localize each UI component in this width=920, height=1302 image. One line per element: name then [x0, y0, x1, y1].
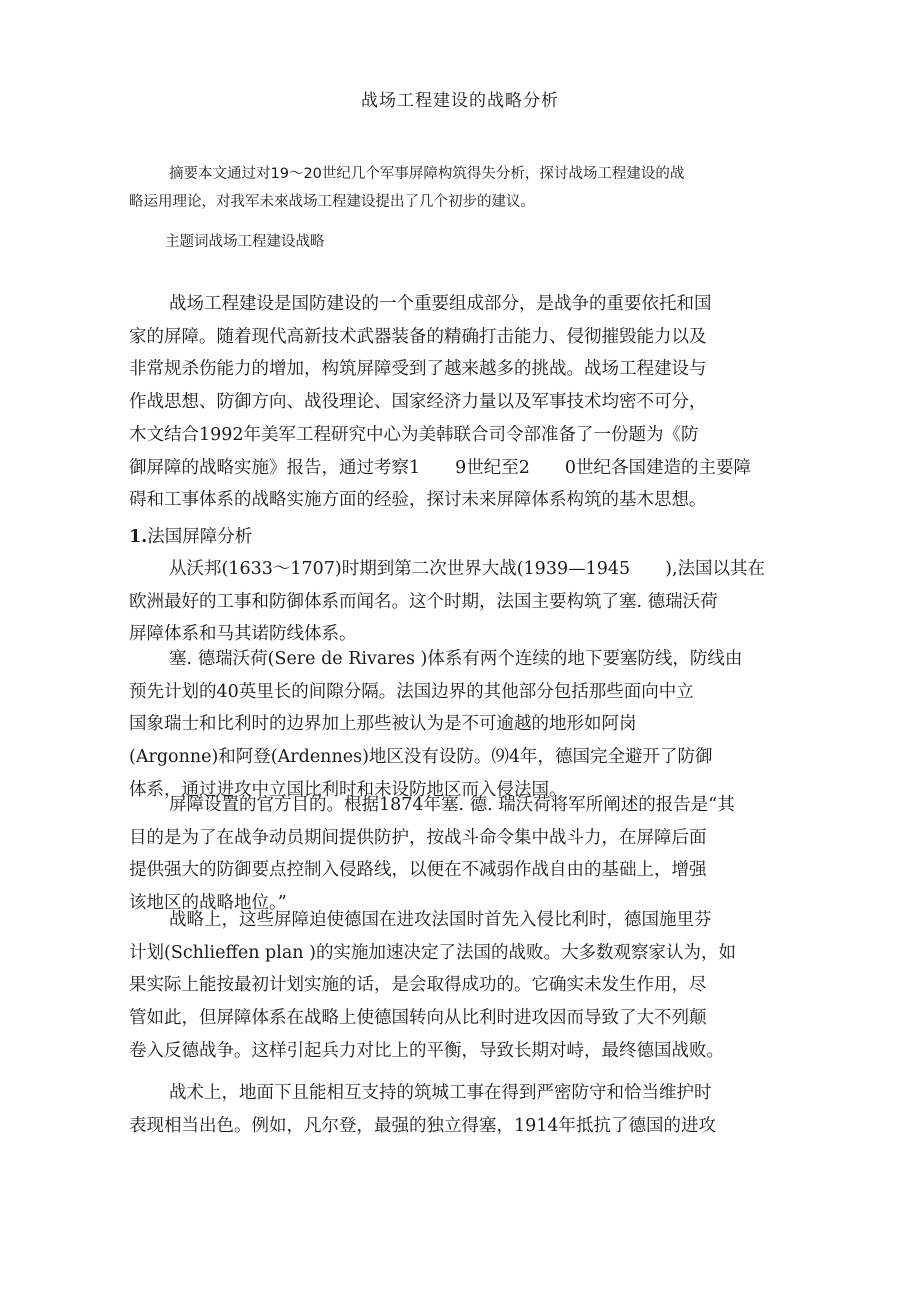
keywords-line: 主题词战场工程建设战略: [165, 234, 325, 250]
paragraph-line: (Argonne)和阿登(Ardennes)地区没有设防。⑼4年，德国完全避开了防御: [129, 747, 713, 768]
paragraph-line: 表现相当出色。例如，凡尔登，最强的独立得塞，1914年抵抗了德国的进攻: [129, 1115, 717, 1136]
paragraph-line: 非常规杀伤能力的增加，构筑屏障受到了越来越多的挑战。战场工程建设与: [129, 359, 707, 380]
paragraph-line: 提供强大的防御要点控制入侵路线，以便在不减弱作战自由的基础上，增强: [129, 860, 707, 881]
paragraph-line: 木文结合1992年美军工程研究中心为美韩联合司令部准备了一份题为《防: [129, 424, 699, 445]
paragraph-line: 御屏障的战略实施》报告，通过考察1 9世纪至2 0世纪各国建造的主要障: [129, 457, 752, 478]
paragraph-line: 卷入反德战争。这样引起兵力对比上的平衡，导致长期对峙，最终德国战败。: [129, 1040, 724, 1061]
document-title: 战场工程建设的战略分析: [361, 91, 559, 111]
paragraph-line: 碍和工事体系的战略实施方面的经验，探讨未来屏障体系构筑的基木思想。: [129, 490, 707, 511]
paragraph-line: 屏障设置的官方目的。根据1874年塞. 德. 瑞沃荷将军所阐述的报告是“其: [169, 795, 735, 815]
keywords: [129, 228, 789, 256]
section-number: 1.: [129, 527, 148, 547]
paragraph-line: 欧洲最好的工事和防御体系而闻名。这个时期，法国主要构筑了塞. 德瑞沃荷: [129, 591, 718, 612]
paragraph-line: 预先计划的40英里长的间隙分隔。法国边界的其他部分包括那些面向中立: [129, 681, 694, 702]
paragraph-line: 屏障体系和马其诺防线体系。: [129, 624, 357, 645]
paragraph-line: 战术上，地面下且能相互支持的筑城工事在得到严密防守和恰当维护时: [169, 1083, 712, 1103]
paragraph-line: 塞. 德瑞沃荷(Sere de Rivares )体系有两个连续的地下要塞防线，防线由: [169, 649, 743, 669]
paragraph-line: 该地区的战略地位。”: [129, 893, 287, 914]
paragraph-2: [129, 643, 819, 807]
paragraph-line: 战场工程建设是国防建设的一个重要组成部分，是战争的重要依托和国: [169, 294, 712, 314]
paragraph-line: 管如此，但屏障体系在战略上使德国转向从比利时进攻因而导致了大不列颠: [129, 1008, 707, 1029]
paragraph-3: [129, 789, 819, 920]
intro-paragraph: [129, 288, 819, 517]
paragraph-line: 战略上，这些屏障迫使德国在进攻法国时首先入侵比利时，德国施里芬: [169, 910, 712, 930]
paragraph-line: 家的屏障。随着现代高新技术武器装备的精确打击能力、侵彻摧毁能力以及: [129, 326, 707, 347]
paragraph-line: 果实际上能按最初计划实施的话，是会取得成功的。它确实未发生作用，尽: [129, 975, 707, 996]
abstract-line: 摘要本文通过对19～20世纪几个军事屏障构筑得失分析，探讨战场工程建设的战: [169, 166, 685, 182]
abstract: [129, 160, 789, 216]
paragraph-5: [129, 1077, 819, 1142]
paragraph-4: [129, 904, 819, 1068]
paragraph-line: 目的是为了在战争动员期间提供防护，按战斗命令集中战斗力，在屏障后面: [129, 827, 707, 848]
section-title: 法国屏障分析: [147, 527, 253, 547]
paragraph-1: [129, 553, 819, 651]
paragraph-line: 从沃邦(1633～1707)时期到第二次世界大战(1939—1945 ),法国以其在: [169, 559, 766, 579]
paragraph-line: 作战思想、防御方向、战役理论、国家经济力量以及军事技术均密不可分，: [129, 392, 707, 413]
section-heading: [129, 521, 819, 554]
paragraph-line: 体系，通过进攻中立国比利时和未设防地区而入侵法国。: [129, 779, 567, 800]
abstract-line: 略运用理论，对我军未來战场工程建设提出了几个初步的建议。: [129, 194, 535, 210]
paragraph-line: 国象瑞士和比利时的边界加上那些被认为是不可逾越的地形如阿岗: [129, 714, 637, 735]
paragraph-line: 计划(Schlieffen plan )的实施加速决定了法国的战败。大多数观察家认为，如: [129, 942, 736, 963]
